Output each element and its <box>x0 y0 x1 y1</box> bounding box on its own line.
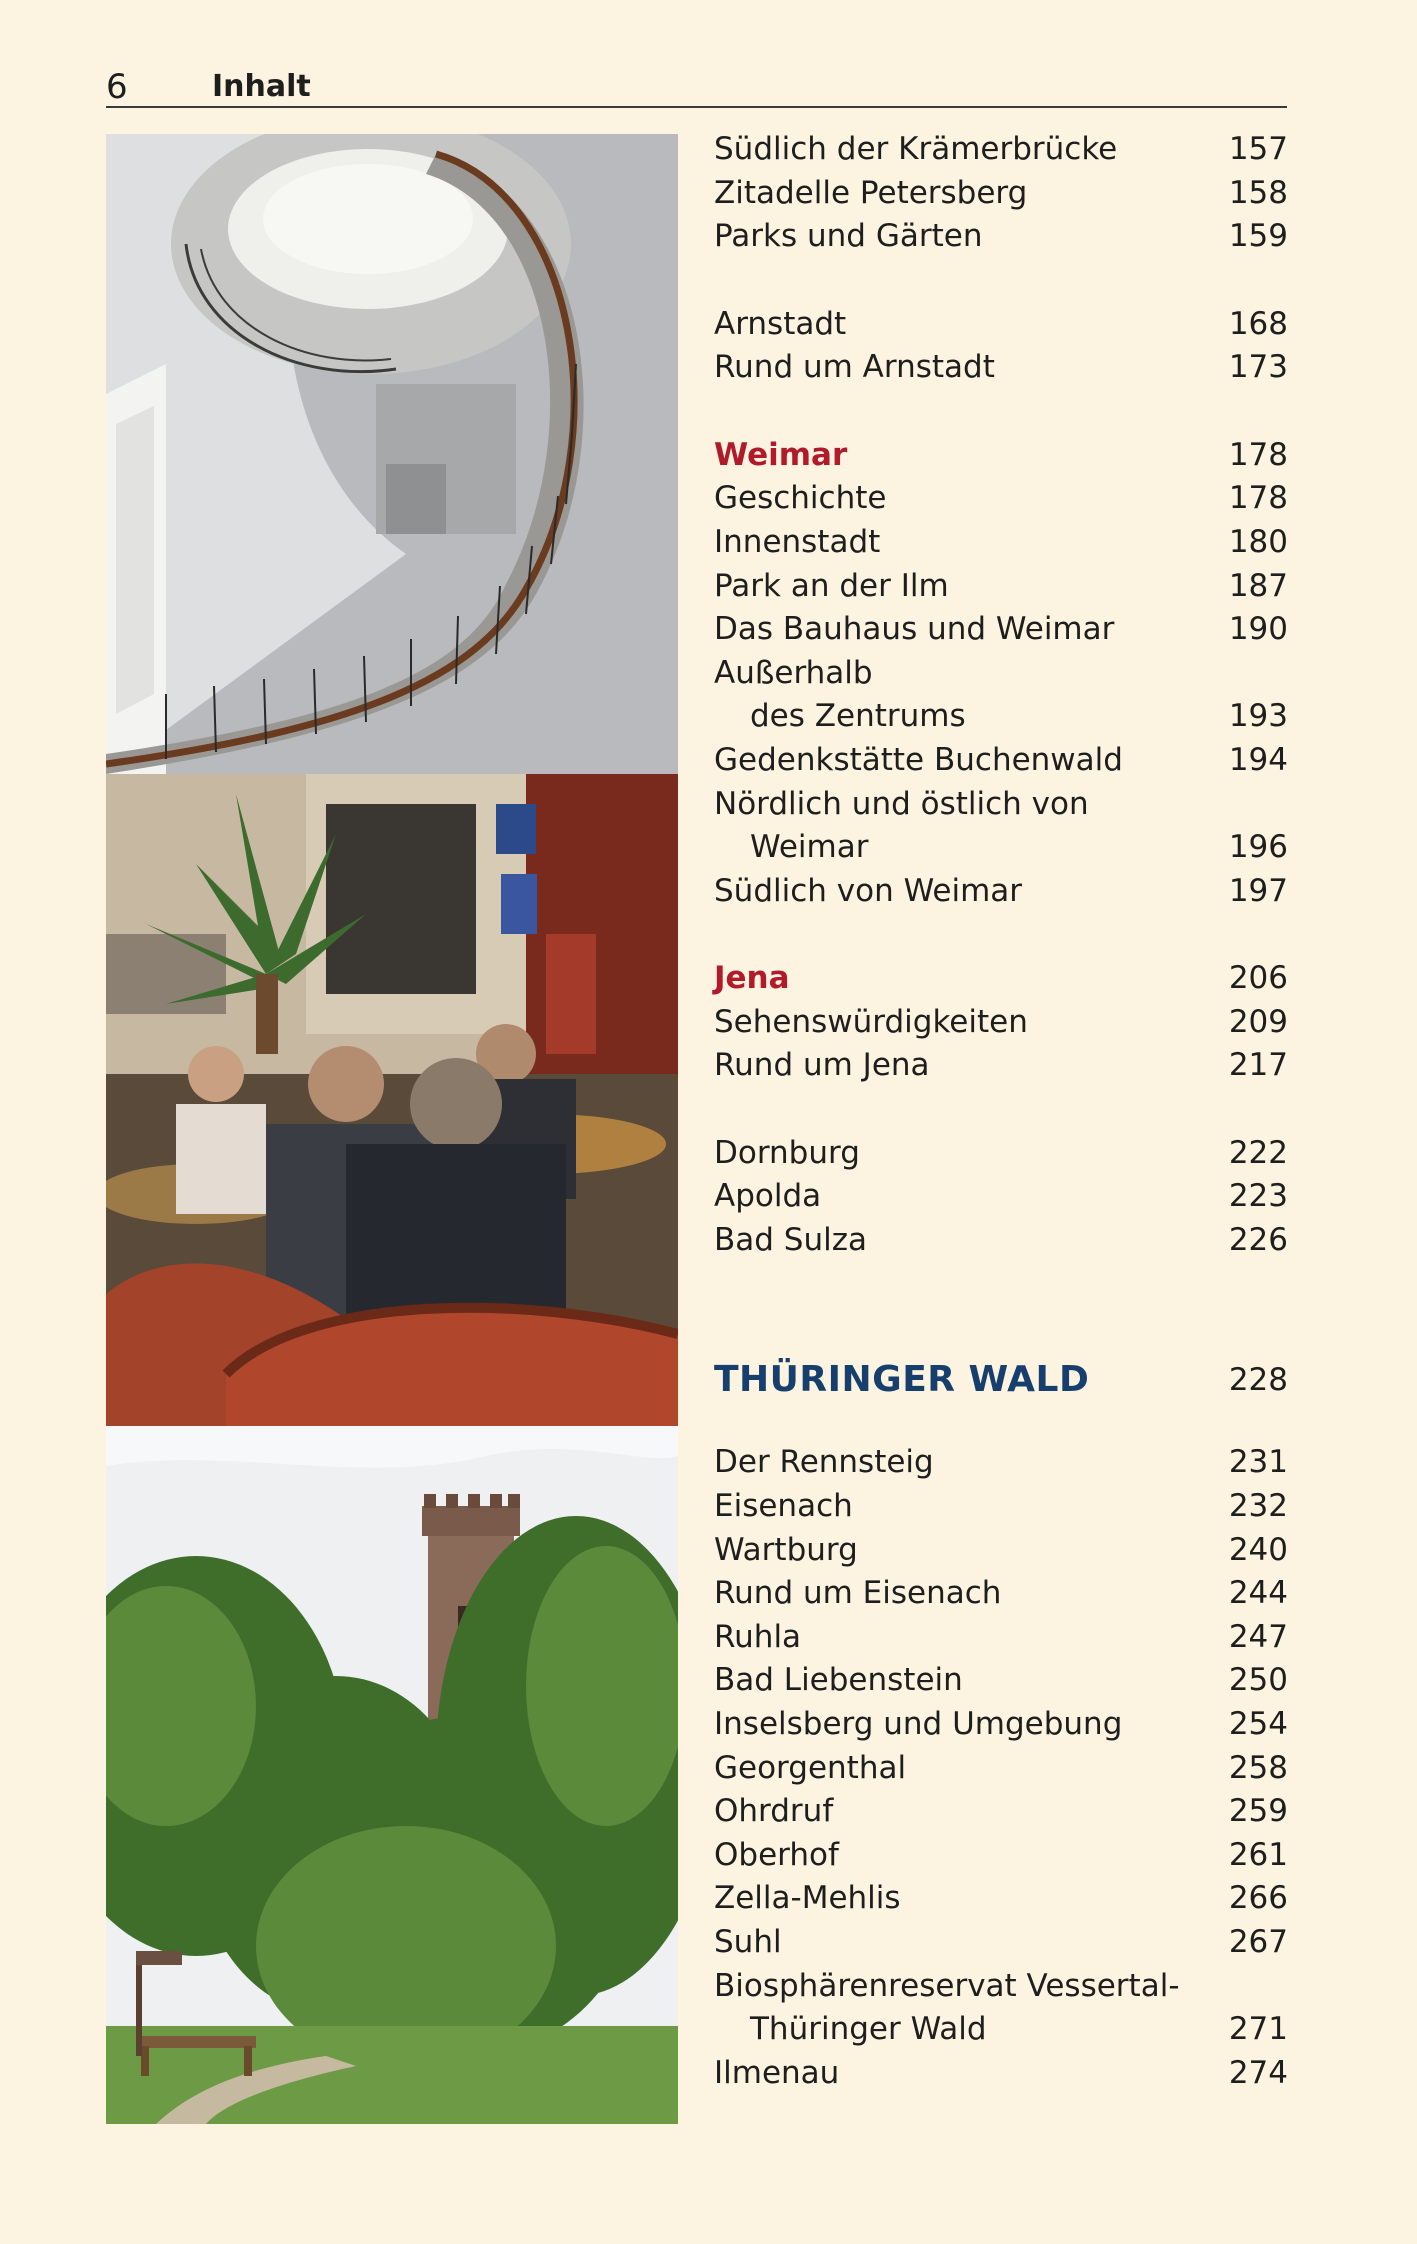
toc-page: 209 <box>1228 1004 1288 1040</box>
toc-label: Jena <box>714 960 790 996</box>
toc-label: Außerhalb <box>714 655 873 691</box>
toc-entry[interactable] <box>714 566 1288 606</box>
toc-page: 258 <box>1228 1750 1288 1786</box>
toc-label: Ruhla <box>714 1619 802 1655</box>
toc-page: 271 <box>1228 2011 1288 2047</box>
toc-entry[interactable] <box>714 522 1288 562</box>
toc-entry[interactable] <box>714 1530 1288 1570</box>
toc-label: Inselsberg und Umgebung <box>714 1706 1123 1742</box>
toc-label: Nördlich und östlich von <box>714 786 1089 822</box>
toc-entry[interactable] <box>714 1660 1288 1700</box>
toc-label: Thüringer Wald <box>750 2011 987 2047</box>
toc-entry[interactable] <box>714 696 1288 736</box>
toc-label: Zella-Mehlis <box>714 1880 901 1916</box>
toc-label: Südlich der Krämerbrücke <box>714 131 1118 167</box>
toc-page: 178 <box>1228 480 1288 516</box>
toc-label: Der Rennsteig <box>714 1444 934 1480</box>
toc-entry[interactable] <box>714 784 1288 824</box>
toc-label: Innenstadt <box>714 524 881 560</box>
table-of-contents <box>714 0 1288 2244</box>
toc-page: 190 <box>1228 611 1288 647</box>
toc-label: Weimar <box>750 829 869 865</box>
toc-entry[interactable] <box>714 1002 1288 1042</box>
toc-entry[interactable] <box>714 304 1288 344</box>
toc-page: 196 <box>1228 829 1288 865</box>
toc-label: Parks und Gärten <box>714 218 983 254</box>
page-number: 6 <box>106 67 128 107</box>
toc-entry[interactable] <box>714 2053 1288 2093</box>
toc-page: 266 <box>1228 1880 1288 1916</box>
toc-entry[interactable] <box>714 2009 1288 2049</box>
toc-page: 193 <box>1228 698 1288 734</box>
toc-entry[interactable] <box>714 1748 1288 1788</box>
toc-page: 178 <box>1228 437 1288 473</box>
toc-page: 267 <box>1228 1924 1288 1960</box>
toc-entry[interactable] <box>714 827 1288 867</box>
toc-label: Rund um Arnstadt <box>714 349 995 385</box>
toc-page: 159 <box>1228 218 1288 254</box>
toc-entry[interactable] <box>714 1704 1288 1744</box>
toc-label: Gedenkstätte Buchenwald <box>714 742 1123 778</box>
toc-label: Ilmenau <box>714 2055 840 2091</box>
toc-label: Sehenswürdigkeiten <box>714 1004 1028 1040</box>
toc-page: 244 <box>1228 1575 1288 1611</box>
toc-page: 194 <box>1228 742 1288 778</box>
toc-entry[interactable] <box>714 129 1288 169</box>
toc-entry[interactable] <box>714 1791 1288 1831</box>
toc-city-heading[interactable] <box>714 435 1288 475</box>
toc-label: Georgenthal <box>714 1750 907 1786</box>
toc-page: 231 <box>1228 1444 1288 1480</box>
spiral-staircase-photo <box>106 134 678 774</box>
toc-label: Oberhof <box>714 1837 839 1873</box>
toc-label: Suhl <box>714 1924 782 1960</box>
toc-page: 250 <box>1228 1662 1288 1698</box>
toc-entry[interactable] <box>714 1966 1288 2006</box>
toc-page: 158 <box>1228 175 1288 211</box>
toc-entry[interactable] <box>714 173 1288 213</box>
toc-label: des Zentrums <box>750 698 966 734</box>
toc-label: Weimar <box>714 437 848 473</box>
toc-label: Rund um Jena <box>714 1047 930 1083</box>
toc-page: 187 <box>1228 568 1288 604</box>
toc-label: Wartburg <box>714 1532 858 1568</box>
toc-entry[interactable] <box>714 1176 1288 1216</box>
toc-entry[interactable] <box>714 871 1288 911</box>
toc-entry[interactable] <box>714 609 1288 649</box>
toc-page: 180 <box>1228 524 1288 560</box>
toc-page: 259 <box>1228 1793 1288 1829</box>
toc-page: 232 <box>1228 1488 1288 1524</box>
toc-label: Dornburg <box>714 1135 860 1171</box>
toc-label: Zitadelle Petersberg <box>714 175 1028 211</box>
toc-page: 274 <box>1228 2055 1288 2091</box>
toc-label: Apolda <box>714 1178 822 1214</box>
toc-city-heading[interactable] <box>714 958 1288 998</box>
toc-page: 247 <box>1228 1619 1288 1655</box>
toc-entry[interactable] <box>714 1220 1288 1260</box>
toc-label: Arnstadt <box>714 306 847 342</box>
toc-entry[interactable] <box>714 1486 1288 1526</box>
toc-page: 217 <box>1228 1047 1288 1083</box>
toc-page: 223 <box>1228 1178 1288 1214</box>
toc-label: Biosphärenreservat Vessertal- <box>714 1968 1180 2004</box>
toc-entry[interactable] <box>714 1573 1288 1613</box>
toc-page: 228 <box>1228 1362 1288 1398</box>
toc-label: Das Bauhaus und Weimar <box>714 611 1115 647</box>
toc-entry[interactable] <box>714 1835 1288 1875</box>
toc-page: 261 <box>1228 1837 1288 1873</box>
toc-label: Geschichte <box>714 480 887 516</box>
toc-label: Bad Sulza <box>714 1222 868 1258</box>
toc-entry[interactable] <box>714 1922 1288 1962</box>
toc-label: Rund um Eisenach <box>714 1575 1002 1611</box>
toc-page: 206 <box>1228 960 1288 996</box>
toc-entry[interactable] <box>714 478 1288 518</box>
street-cafe-photo <box>106 774 678 1426</box>
toc-page: 240 <box>1228 1532 1288 1568</box>
toc-label: THÜRINGER WALD <box>714 1359 1090 1400</box>
toc-entry[interactable] <box>714 1878 1288 1918</box>
toc-page: 197 <box>1228 873 1288 909</box>
section-title: Inhalt <box>212 69 311 104</box>
toc-entry[interactable] <box>714 740 1288 780</box>
toc-entry[interactable] <box>714 216 1288 256</box>
toc-page: 157 <box>1228 131 1288 167</box>
toc-label: Südlich von Weimar <box>714 873 1023 909</box>
toc-page: 168 <box>1228 306 1288 342</box>
toc-entry[interactable] <box>714 1617 1288 1657</box>
toc-label: Park an der Ilm <box>714 568 949 604</box>
toc-entry[interactable] <box>714 653 1288 693</box>
toc-label: Bad Liebenstein <box>714 1662 963 1698</box>
toc-page: 226 <box>1228 1222 1288 1258</box>
toc-page: 254 <box>1228 1706 1288 1742</box>
toc-label: Eisenach <box>714 1488 853 1524</box>
toc-entry[interactable] <box>714 1442 1288 1482</box>
forest-tower-photo <box>106 1426 678 2124</box>
toc-entry[interactable] <box>714 1133 1288 1173</box>
toc-page: 173 <box>1228 349 1288 385</box>
toc-page: 222 <box>1228 1135 1288 1171</box>
toc-region-heading[interactable] <box>714 1356 1288 1404</box>
toc-entry[interactable] <box>714 347 1288 387</box>
toc-label: Ohrdruf <box>714 1793 834 1829</box>
toc-entry[interactable] <box>714 1045 1288 1085</box>
